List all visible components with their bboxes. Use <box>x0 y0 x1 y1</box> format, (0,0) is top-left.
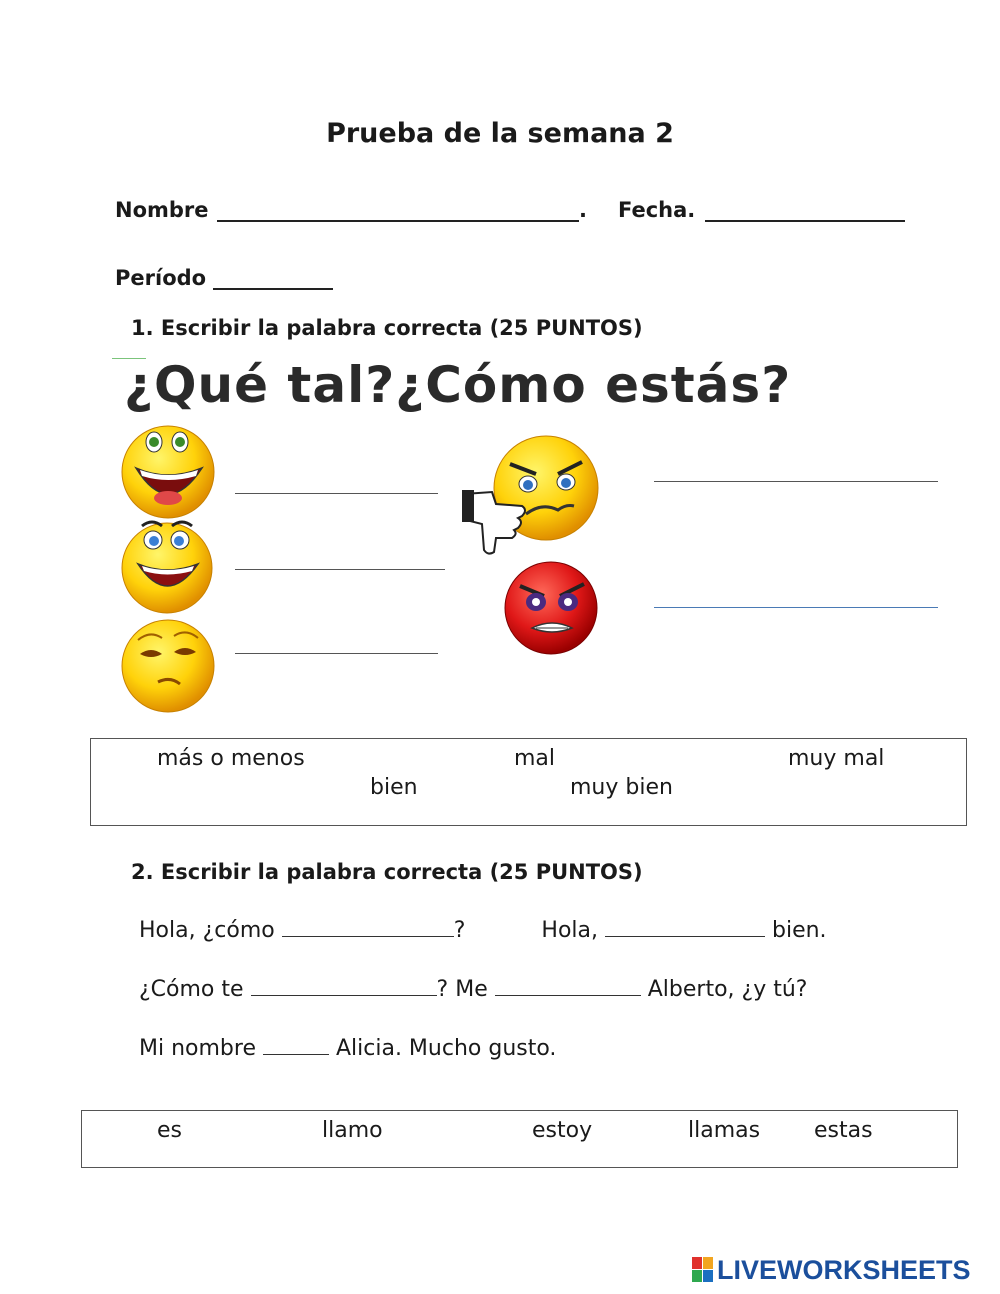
sentence-text: Mi nombre <box>139 1036 256 1061</box>
name-blank[interactable] <box>217 220 579 222</box>
sentence-3 <box>139 1036 556 1061</box>
angry-red-face-icon <box>502 562 602 662</box>
blank-2[interactable] <box>605 918 765 937</box>
blank-5[interactable] <box>263 1036 329 1055</box>
sentence-1 <box>139 918 827 943</box>
sentence-text: ? <box>453 918 466 943</box>
word-bank-item: estoy <box>532 1118 593 1143</box>
sentence-text: Alicia. Mucho gusto. <box>335 1036 557 1061</box>
liveworksheets-icon <box>692 1257 714 1283</box>
sentence-text: Hola, <box>541 918 598 943</box>
section2-heading: 2. Escribir la palabra correcta (25 PUNTOS) <box>131 860 643 884</box>
word-bank-item: más o menos <box>157 746 305 771</box>
answer-line-2[interactable] <box>235 569 445 570</box>
sentence-text: ¿Cómo te <box>139 977 244 1002</box>
answer-line-3[interactable] <box>235 653 438 654</box>
thumbs-down-face-icon <box>462 434 602 554</box>
happy-face-icon <box>120 518 220 618</box>
page-title: Prueba de la semana 2 <box>326 118 674 149</box>
answer-line-4[interactable] <box>654 481 938 482</box>
word-bank-item: llamo <box>322 1118 383 1143</box>
blank-4[interactable] <box>495 977 641 996</box>
date-blank[interactable] <box>705 220 905 222</box>
brand-name: LIVEWORKSHEETS <box>717 1254 971 1285</box>
period-blank[interactable] <box>213 288 333 290</box>
section1-heading: 1. Escribir la palabra correcta (25 PUNTOS) <box>131 316 643 340</box>
sentence-text: Hola, ¿cómo <box>139 918 275 943</box>
word-bank-item: mal <box>514 746 556 771</box>
so-so-face-icon <box>120 616 220 716</box>
date-label: Fecha. <box>618 198 696 222</box>
word-bank-item: muy mal <box>788 746 885 771</box>
blank-3[interactable] <box>251 977 437 996</box>
word-bank-item: estas <box>814 1118 873 1143</box>
name-dot: . <box>579 198 587 222</box>
banner-text: ¿Qué tal?¿Cómo estás? <box>124 356 792 414</box>
laughing-face-icon <box>120 420 220 520</box>
sentence-2 <box>139 977 807 1002</box>
blank-1[interactable] <box>282 918 454 937</box>
period-label: Período <box>115 266 207 290</box>
brand-logo <box>692 1256 971 1284</box>
sentence-text: ? Me <box>436 977 488 1002</box>
answer-line-5[interactable] <box>654 607 938 608</box>
word-bank-item: es <box>157 1118 182 1143</box>
word-bank-item: llamas <box>688 1118 761 1143</box>
word-bank-item: bien <box>370 775 418 800</box>
word-bank-item: muy bien <box>570 775 673 800</box>
sentence-text: Alberto, ¿y tú? <box>647 977 808 1002</box>
sentence-text: bien. <box>772 918 827 943</box>
answer-line-1[interactable] <box>235 493 438 494</box>
name-label: Nombre <box>115 198 209 222</box>
